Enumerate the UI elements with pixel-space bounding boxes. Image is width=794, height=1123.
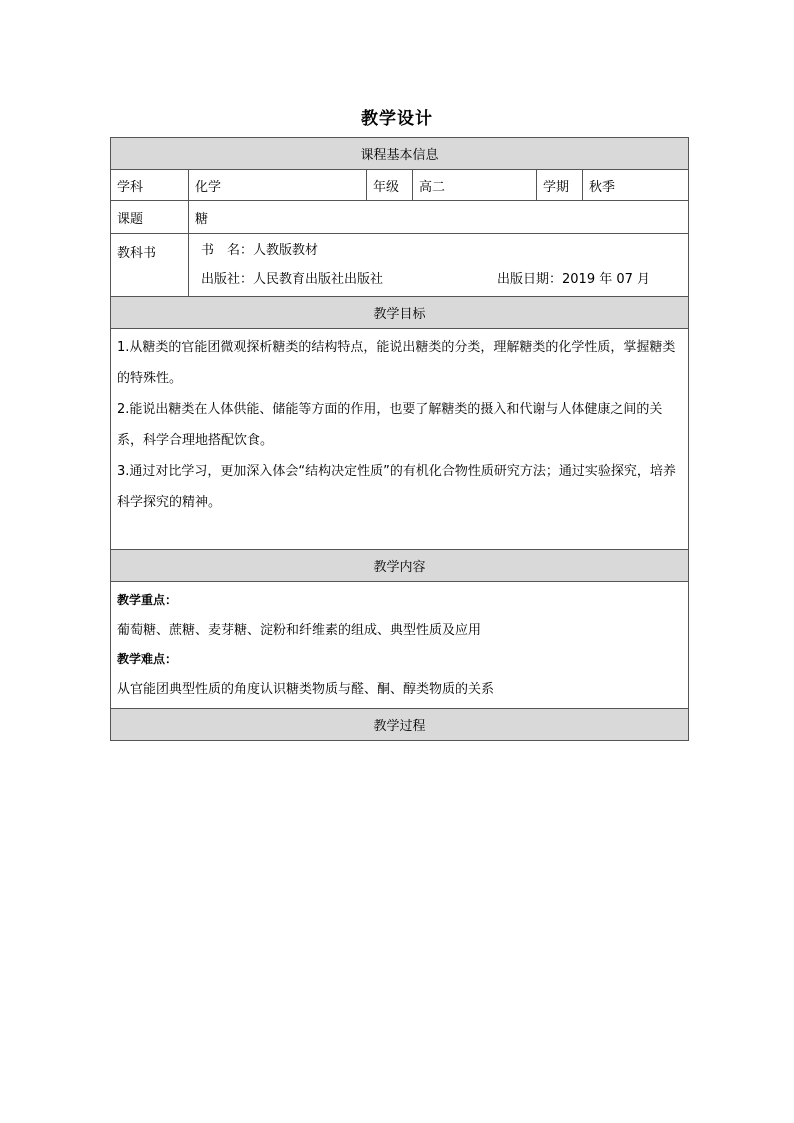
publisher-label: 出版社： bbox=[201, 272, 254, 287]
course-info-header: 课程基本信息 bbox=[111, 138, 689, 170]
book-name-line bbox=[195, 236, 682, 265]
term-value: 秋季 bbox=[583, 170, 689, 201]
process-header: 教学过程 bbox=[111, 709, 689, 741]
objectives-body bbox=[111, 329, 689, 550]
textbook-details bbox=[189, 234, 689, 297]
objective-item: 2.能说出糖类在人体供能、储能等方面的作用，也要了解糖类的摄入和代谢与人体健康之间的关系，科学合理地搭配饮食。 bbox=[117, 402, 663, 448]
pub-date-label: 出版日期： bbox=[497, 272, 563, 287]
content-header: 教学内容 bbox=[111, 550, 689, 582]
objective-item: 1.从糖类的官能团微观探析糖类的结构特点，能说出糖类的分类，理解糖类的化学性质，掌握糖类的特殊性。 bbox=[117, 340, 676, 386]
content-body bbox=[111, 582, 689, 709]
textbook-label: 教科书 bbox=[111, 234, 189, 297]
difficulties-text: 从官能团典型性质的角度认识糖类物质与醛、酮、醇类物质的关系 bbox=[117, 681, 495, 697]
publisher-value: 人民教育出版社出版社 bbox=[253, 272, 384, 287]
document-title: 教学设计 bbox=[361, 109, 433, 129]
term-label: 学期 bbox=[537, 170, 583, 201]
difficulties-label: 教学难点： bbox=[117, 652, 178, 666]
pub-date-value: 2019 年 07 月 bbox=[562, 272, 651, 287]
book-name-label: 书 名： bbox=[201, 243, 254, 258]
grade-label: 年级 bbox=[367, 170, 413, 201]
key-points-label: 教学重点： bbox=[117, 593, 178, 607]
objective-item: 3.通过对比学习，更加深入体会“结构决定性质”的有机化合物性质研究方法；通过实验探究，培养科学探究的精神。 bbox=[117, 464, 676, 510]
subject-value: 化学 bbox=[189, 170, 367, 201]
grade-value: 高二 bbox=[413, 170, 537, 201]
topic-value: 糖 bbox=[189, 201, 689, 234]
topic-label: 课题 bbox=[111, 201, 189, 234]
subject-label: 学科 bbox=[111, 170, 189, 201]
publisher-line bbox=[195, 265, 682, 294]
objectives-header: 教学目标 bbox=[111, 297, 689, 329]
book-name-value: 人教版教材 bbox=[253, 243, 319, 258]
lesson-plan-table bbox=[110, 137, 689, 741]
key-points-text: 葡萄糖、蔗糖、麦芽糖、淀粉和纤维素的组成、典型性质及应用 bbox=[117, 622, 482, 638]
publication-date bbox=[497, 265, 650, 294]
